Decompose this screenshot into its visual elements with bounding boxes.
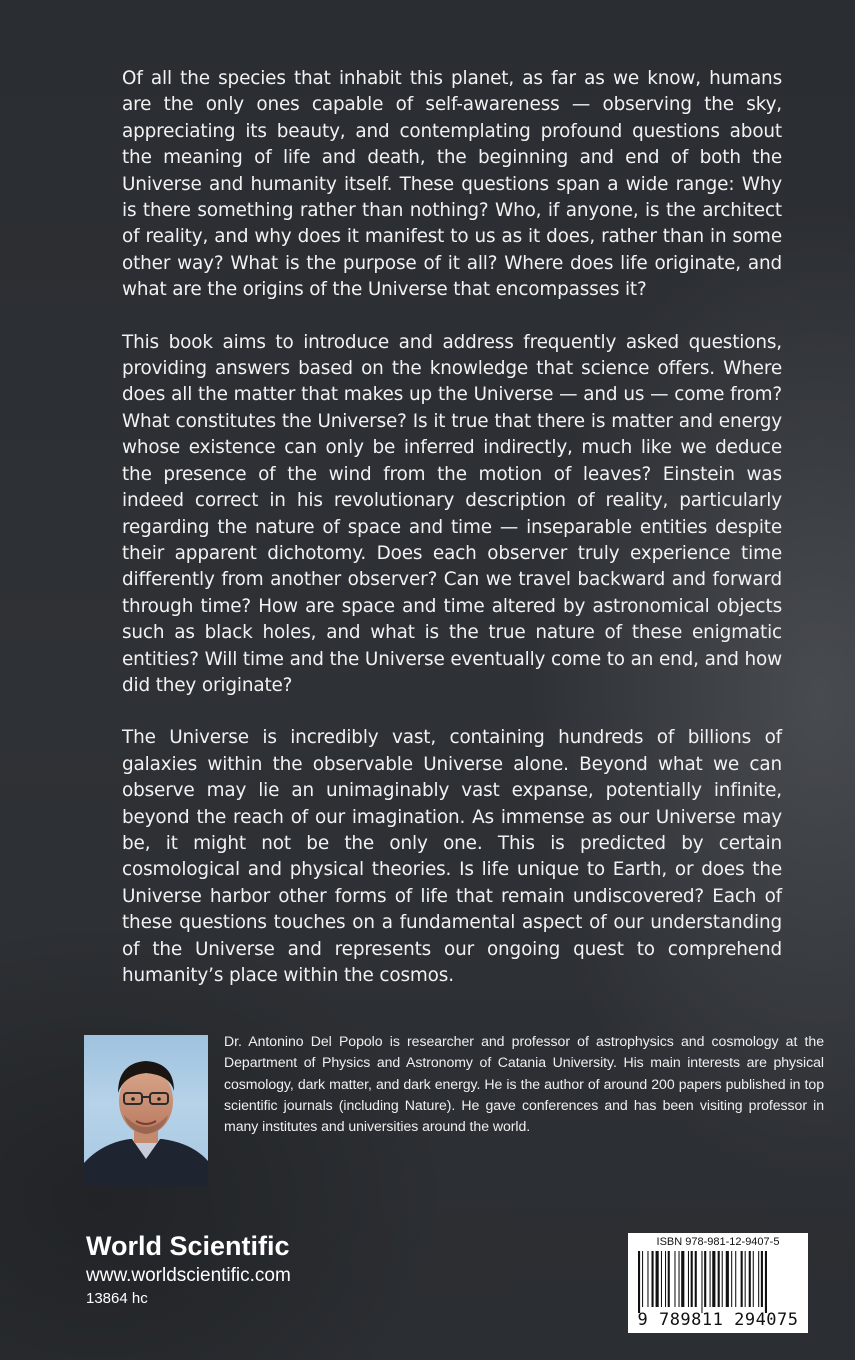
author-bio: Dr. Antonino Del Popolo is researcher and professor of astrophysics and cosmology at the Department of Physics and Astronomy of Catania University. His main interests are physical cosmology, dark matter, and dark energy. He is the author of around 200 papers published in top scientific journals (including Nature). He gave conferences and has been visiting professor in many institutes and universities around the world.: [224, 1033, 824, 1135]
barcode-digits: 9 789811 294075: [637, 1310, 799, 1330]
blurb-paragraph-1: Of all the species that inhabit this planet, as far as we know, humans are the only ones capable of self-awareness — observing the sky, appreciating its beauty, and contemplating profound questions about the meaning of life and death, the beginning and end of both the Universe and humanity itself. These questions span a wide range: Why is there something rather than nothing? Who, if anyone, is the architect of reality, and why does it manifest to us as it does, rather than in some other way? What is the purpose of it all? Where does life originate, and what are the origins of the Universe that encompasses it?: [122, 68, 782, 301]
blurb-paragraph-3: The Universe is incredibly vast, containing hundreds of billions of galaxies within the observable Universe alone. Beyond what we can observe may lie an unimaginably vast expanse, potentially infinite, beyond the reach of our imagination. As immense as our Universe may be, it might not be the only one. This is predicted by certain cosmological and physical theories. Is life unique to Earth, or does the Universe harbor other forms of life that remain undiscovered? Each of these questions touches on a fundamental aspect of our understanding of the Universe and represents our ongoing quest to comprehend humanity’s place within the cosmos.: [122, 727, 782, 986]
publisher-url: www.worldscientific.com: [86, 1265, 291, 1286]
publisher-name: World Scientific: [86, 1231, 290, 1261]
author-portrait-image: [84, 1035, 208, 1186]
blurb: [122, 66, 782, 1015]
publisher-block: [86, 1230, 291, 1310]
product-code: 13864 hc: [86, 1290, 148, 1307]
isbn-barcode: [628, 1233, 808, 1333]
author-photo: [84, 1035, 208, 1186]
blurb-paragraph-2: This book aims to introduce and address frequently asked questions, providing answers based on the knowledge that science offers. Where does all the matter that makes up the Universe — and us — come from? What constitutes the Universe? Is it true that there is matter and energy whose existence can only be inferred indirectly, much like we deduce the presence of the wind from the motion of leaves? Einstein was indeed correct in his revolutionary description of reality, particularly regarding the nature of space and time — inseparable entities despite their apparent dichotomy. Does each observer truly experience time differently from another observer? Can we travel backward and forward through time? How are space and time altered by astronomical objects such as black holes, and what is the true nature of these enigmatic entities? Will time and the Universe eventually come to an end, and how did they originate?: [122, 331, 782, 696]
isbn-label: ISBN 978-981-12-9407-5: [656, 1236, 780, 1248]
